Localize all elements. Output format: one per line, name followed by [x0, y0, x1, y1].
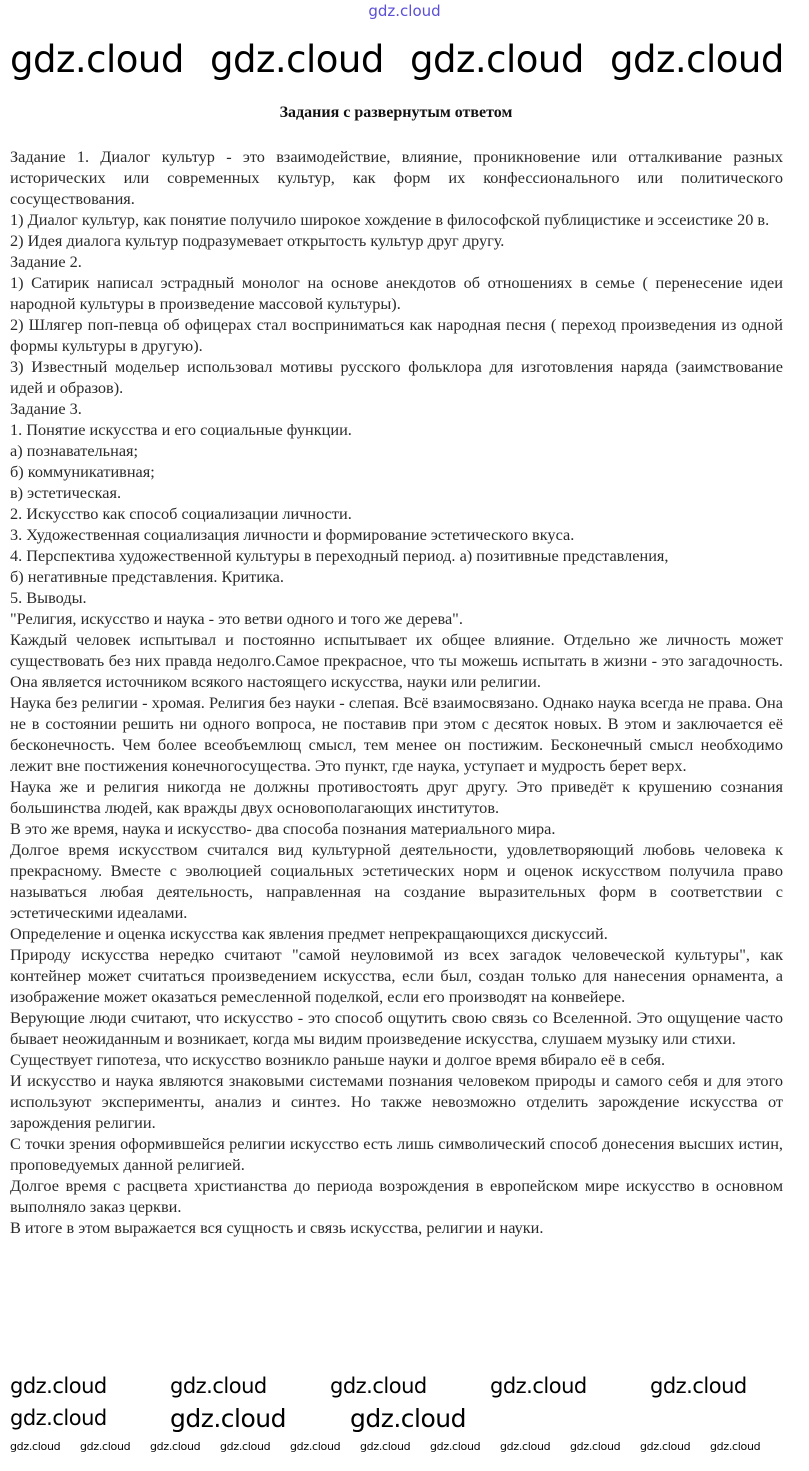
paragraph: 3) Известный модельер использовал мотивы русского фольклора для изготовления наряда (заимствование идей и образов).	[10, 357, 783, 397]
paragraph: 2. Искусство как способ социализации личности.	[10, 504, 352, 523]
watermark: gdz.cloud	[170, 1374, 267, 1398]
paragraph: В итоге в этом выражается вся сущность и связь искусства, религии и науки.	[10, 1218, 544, 1237]
paragraph: Наука без религии - хромая. Религия без науки - слепая. Всё взаимосвязано. Однако наука всегда не права. Она не в состоянии решить ни одного вопроса, не поставив при этом с десяток новых. В этом и заключается её бесконечность. Чем более всеобъемлющ смысл, тем менее он постижим. Бесконечный смысл необходимо лежит вне постижения конечногосущества. Это пункт, где наука, уступает и мудрость берет верх.	[10, 693, 783, 775]
paragraph: 5. Выводы.	[10, 588, 87, 607]
paragraph: 3. Художественная социализация личности и формирование эстетического вкуса.	[10, 525, 575, 544]
watermark: gdz.cloud	[210, 38, 384, 81]
watermark: gdz.cloud	[10, 1374, 107, 1398]
watermark: gdz.cloud	[640, 1440, 691, 1453]
paragraph: И искусство и наука являются знаковыми системами познания человеком природы и самого себя и для этого используют эксперименты, анализ и синтез. Но также невозможно отделить зарождение искусства от зарождения религии.	[10, 1071, 783, 1132]
paragraph: Задание 1. Диалог культур - это взаимодействие, влияние, проникновение или отталкивание разных исторических или современных культур, как форм их конфессионального или политического сосуществования.	[10, 147, 783, 208]
paragraph: а) познавательная;	[10, 441, 139, 460]
paragraph: 2) Идея диалога культур подразумевает открытость культур друг другу.	[10, 231, 505, 250]
paragraph: Верующие люди считают, что искусство - это способ ощутить свою связь со Вселенной. Это ощущение часто бывает неожиданным и возникает, когда мы видим произведение искусства, слушаем музыку или стихи.	[10, 1008, 783, 1048]
watermark: gdz.cloud	[360, 1440, 411, 1453]
paragraph: "Религия, искусство и наука - это ветви одного и того же дерева".	[10, 609, 463, 628]
paragraph: Каждый человек испытывал и постоянно испытывает их общее влияние. Отдельно же личность может существовать без них правда недолго.Самое прекрасное, что ты можешь испытать в жизни - это загадочность. Она является источником всякого настоящего искусства, науки или религии.	[10, 630, 783, 691]
paragraph: Существует гипотеза, что искусство возникло раньше науки и долгое время вбирало её в себя.	[10, 1050, 666, 1069]
paragraph: б) негативные представления. Критика.	[10, 567, 284, 586]
watermark: gdz.cloud	[220, 1440, 271, 1453]
watermark: gdz.cloud	[150, 1440, 201, 1453]
watermark: gdz.cloud	[490, 1374, 587, 1398]
paragraph: Наука же и религия никогда не должны противостоять друг другу. Это приведёт к крушению сознания большинства людей, как вражды двух основополагающих институтов.	[10, 777, 783, 817]
paragraph: 4. Перспектива художественной культуры в переходный период. а) позитивные представления,	[10, 546, 669, 565]
paragraph: Задание 2.	[10, 252, 82, 271]
paragraph: С точки зрения оформившейся религии искусство есть лишь символический способ донесения высших истин, проповедуемых данной религией.	[10, 1134, 783, 1174]
watermark: gdz.cloud	[610, 38, 784, 81]
watermark: gdz.cloud	[570, 1440, 621, 1453]
paragraph: Определение и оценка искусства как явления предмет непрекращающихся дискуссий.	[10, 924, 608, 943]
watermark: gdz.cloud	[330, 1374, 427, 1398]
paragraph: в) эстетическая.	[10, 483, 122, 502]
site-link[interactable]: gdz.cloud	[368, 2, 441, 20]
watermark: gdz.cloud	[500, 1440, 551, 1453]
paragraph: 2) Шлягер поп-певца об офицерах стал восприниматься как народная песня ( переход произведения из одной формы культуры в другую).	[10, 315, 783, 355]
paragraph: Природу искусства нередко считают "самой неуловимой из всех загадок человеческой культуры", как контейнер может считаться произведением искусства, если был, создан только для нанесения орнамента, а изображение может оказаться ремесленной поделкой, если его производят на конвейере.	[10, 945, 783, 1006]
paragraph: 1. Понятие искусства и его социальные функции.	[10, 420, 352, 439]
watermark: gdz.cloud	[290, 1440, 341, 1453]
watermark: gdz.cloud	[350, 1404, 467, 1433]
paragraph: 1) Сатирик написал эстрадный монолог на основе анекдотов об отношениях в семье ( перенесение идеи народной культуры в произведение массовой культуры).	[10, 273, 783, 313]
paragraph: Долгое время искусством считался вид культурной деятельности, удовлетворяющий любовь человека к прекрасному. Вместе с эволюцией социальных эстетических норм и оценок искусством получила право называться любая деятельность, направленная на создание выразительных форм в соответствии с эстетическими идеалами.	[10, 840, 783, 922]
watermark: gdz.cloud	[10, 1440, 61, 1453]
watermark: gdz.cloud	[710, 1440, 761, 1453]
paragraph: 1) Диалог культур, как понятие получило широкое хождение в философской публицистике и эссеистике 20 в.	[10, 210, 770, 229]
watermark: gdz.cloud	[650, 1374, 747, 1398]
watermark: gdz.cloud	[410, 38, 584, 81]
paragraph: Долгое время с расцвета христианства до периода возрождения в европейском мире искусство в основном выполняло заказ церкви.	[10, 1176, 783, 1216]
paragraph: б) коммуникативная;	[10, 462, 155, 481]
paragraph: Задание 3.	[10, 399, 82, 418]
watermark: gdz.cloud	[430, 1440, 481, 1453]
watermark: gdz.cloud	[10, 38, 184, 81]
document-title: Задания с развернутым ответом	[279, 104, 513, 121]
watermark: gdz.cloud	[170, 1404, 287, 1433]
paragraph: В это же время, наука и искусство- два способа познания материального мира.	[10, 819, 556, 838]
watermark: gdz.cloud	[80, 1440, 131, 1453]
document-body	[10, 146, 783, 1238]
watermark: gdz.cloud	[10, 1406, 107, 1430]
